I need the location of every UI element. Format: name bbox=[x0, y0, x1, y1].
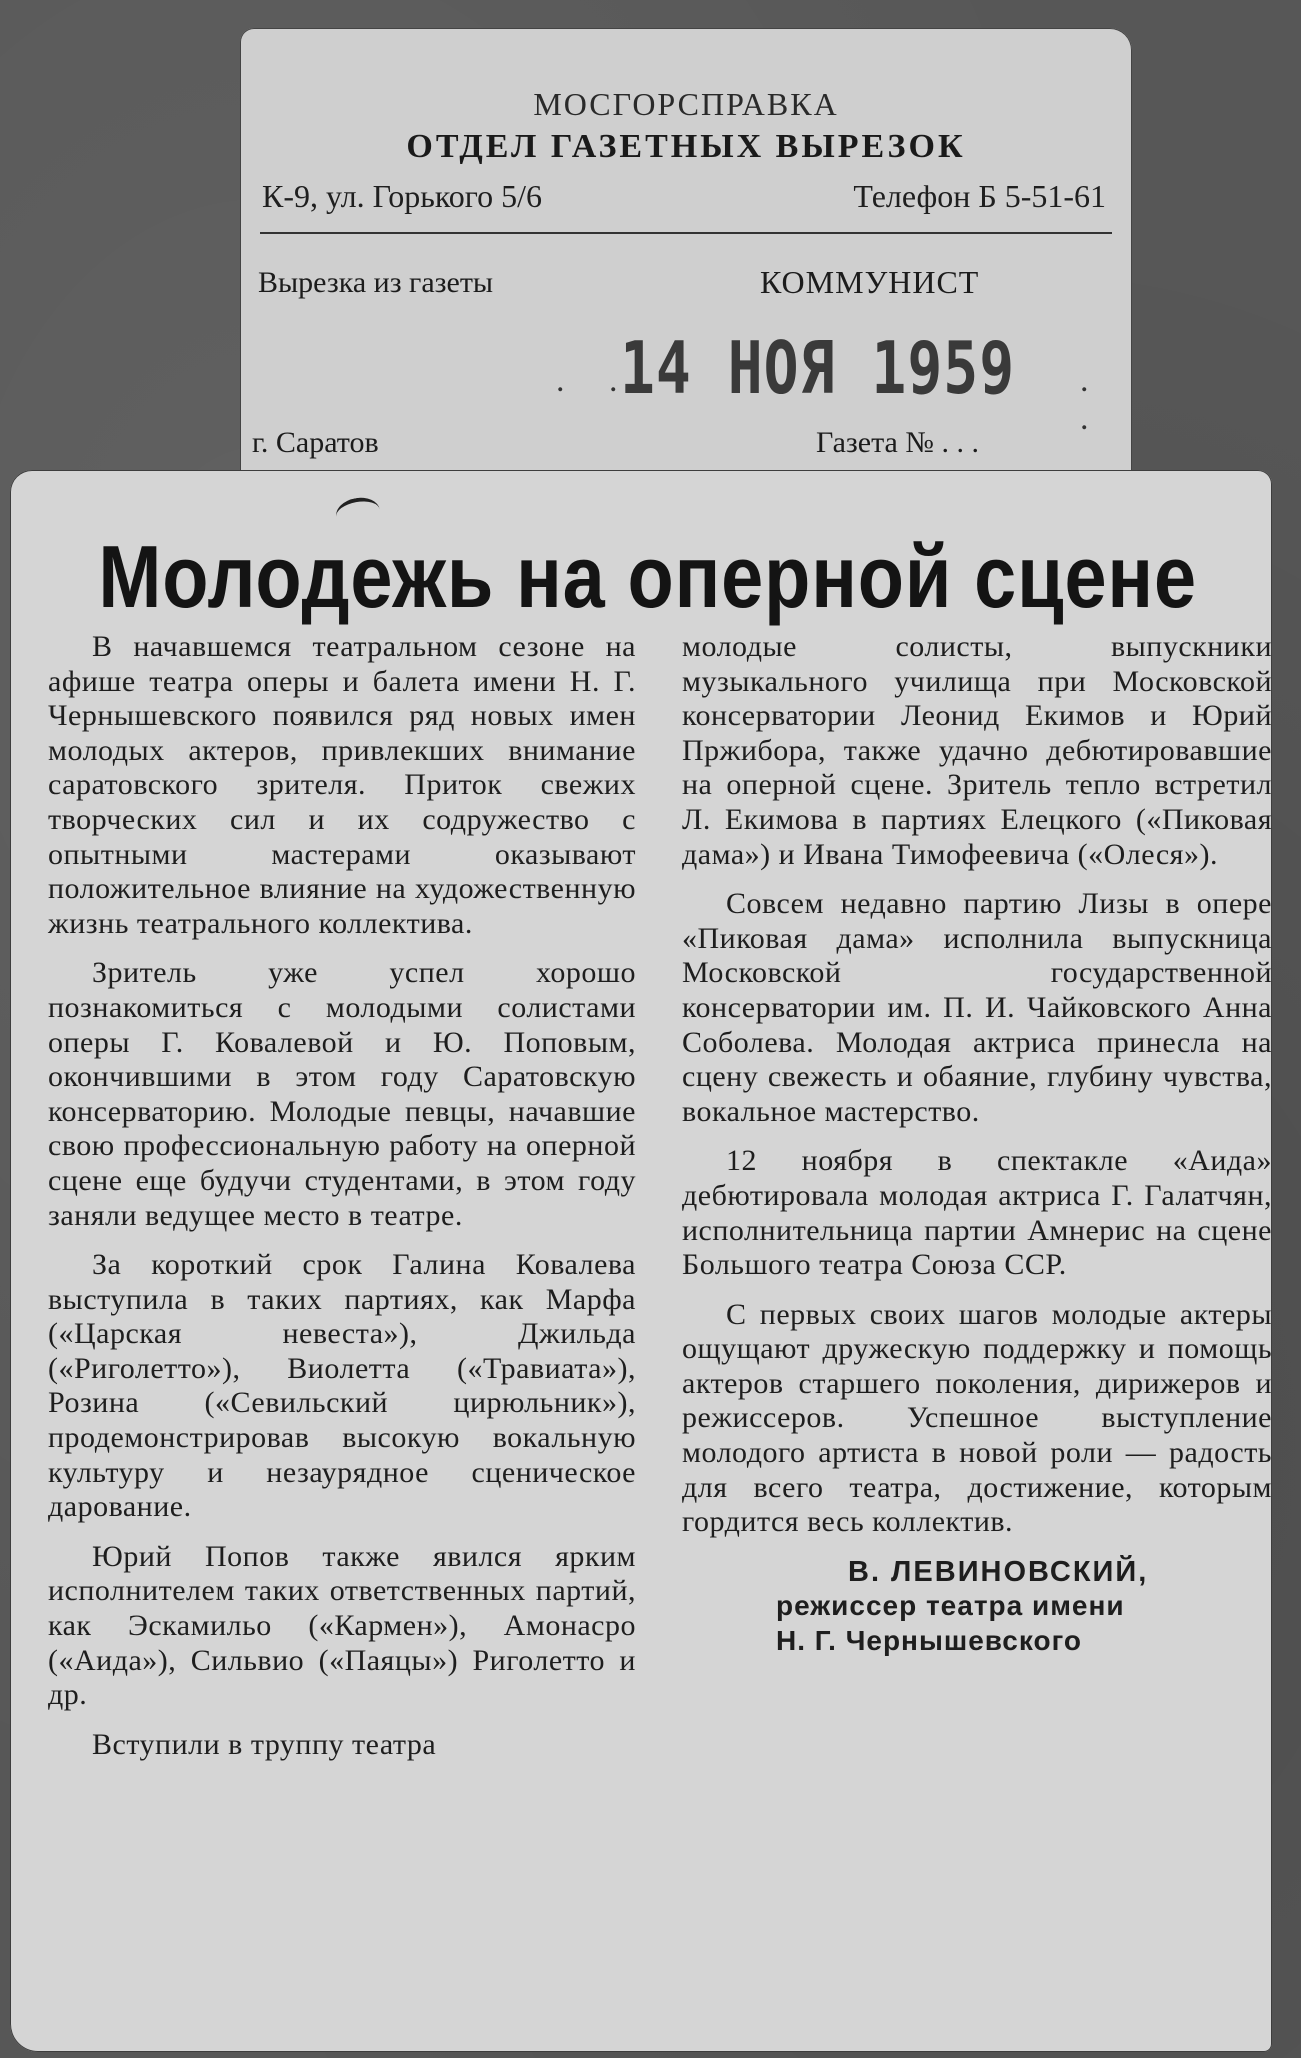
paragraph: Зритель уже успел хорошо познакомиться с молодыми солистами оперы Г. Ковалевой и Ю. Поповым, окончившими в этом году Саратовскую консерваторию. Молодые певцы, начавшие свою профессиональную работу на оперной сцене еще будучи студентами, в этом году заняли ведущее место в театре. bbox=[48, 956, 636, 1232]
paragraph: Вступили в труппу театра bbox=[92, 1727, 437, 1761]
author-name: В. ЛЕВИНОВСКИЙ, bbox=[848, 1555, 1149, 1588]
paragraph: За короткий срок Галина Ковалева выступила в таких партиях, как Марфа («Царская невеста»), Джильда («Риголетто»), Виолетта («Травиата»), Розина («Севильский цирюльник»), продемонстрировав высокую вокальную культуру и незаурядное сценическое дарование. bbox=[48, 1248, 636, 1524]
label-city: г. Саратов bbox=[252, 426, 379, 459]
paragraph: молодые солисты, выпускники музыкального училища при Московской консерватории Леонид Екимов и Юрий Пржибора, также удачно дебютировавшие на оперной сцене. Зритель тепло встретил Л. Екимова в партиях Елецкого («Пиковая дама») и Ивана Тимофеевича («Олеся»). bbox=[682, 630, 1272, 871]
label-address: К-9, ул. Горького 5/6 bbox=[262, 178, 542, 214]
date-stamp: 14 НОЯ 1959 bbox=[620, 325, 1016, 411]
label-clipping-from: Вырезка из газеты bbox=[258, 266, 494, 299]
label-divider bbox=[260, 232, 1112, 234]
label-issue: Газета № . . . bbox=[816, 426, 979, 459]
paragraph: В начавшемся театральном сезоне на афише театра оперы и балета имени Н. Г. Чернышевского появился ряд новых имен молодых актеров, привлекших внимание саратовского зрителя. Приток свежих творческих сил и их содружество с опытными мастерами оказывают положительное влияние на художественную жизнь театрального коллектива. bbox=[48, 630, 636, 940]
label-dots-left: . . bbox=[556, 362, 636, 399]
article-column-right bbox=[682, 630, 1272, 1659]
paragraph: С первых своих шагов молодые актеры ощущают дружескую поддержку и помощь актеров старшего поколения, дирижеров и режиссеров. Успешное выступление молодого артиста в новой роли — радость для всего театра, достижение, которым гордится весь коллектив. bbox=[682, 1297, 1272, 1539]
label-dots-right: . . bbox=[1080, 362, 1107, 437]
article-headline: Молодежь на оперной сцене bbox=[98, 527, 1197, 626]
newspaper-clipping bbox=[10, 470, 1272, 2052]
label-org: МОСГОРСПРАВКА bbox=[533, 86, 839, 122]
article-column-left bbox=[48, 630, 636, 1777]
clipping-bureau-label bbox=[240, 28, 1132, 480]
paragraph: Юрий Попов также явился ярким исполнителем таких ответственных партий, как Эскамильо («Кармен»), Амонасро («Аида»), Сильвио («Паяцы») Риголетто и др. bbox=[48, 1539, 636, 1712]
label-phone: Телефон Б 5-51-61 bbox=[853, 178, 1106, 214]
label-newspaper: КОММУНИСТ bbox=[760, 264, 980, 300]
author-theatre: Н. Г. Чернышевского bbox=[776, 1625, 1083, 1657]
author-signature bbox=[682, 1555, 1272, 1659]
author-role: режиссер театра имени bbox=[776, 1590, 1125, 1622]
label-department: ОТДЕЛ ГАЗЕТНЫХ ВЫРЕЗОК bbox=[406, 128, 966, 165]
paragraph: Совсем недавно партию Лизы в опере «Пиковая дама» исполнила выпускница Московской государственной консерватории им. П. И. Чайковского Анна Соболева. Молодая актриса принесла на сцену свежесть и обаяние, глубину чувства, вокальное мастерство. bbox=[682, 887, 1272, 1128]
paragraph: 12 ноября в спектакле «Аида» дебютировала молодая актриса Г. Галатчян, исполнительница партии Амнерис на сцене Большого театра Союза ССР. bbox=[682, 1144, 1272, 1282]
